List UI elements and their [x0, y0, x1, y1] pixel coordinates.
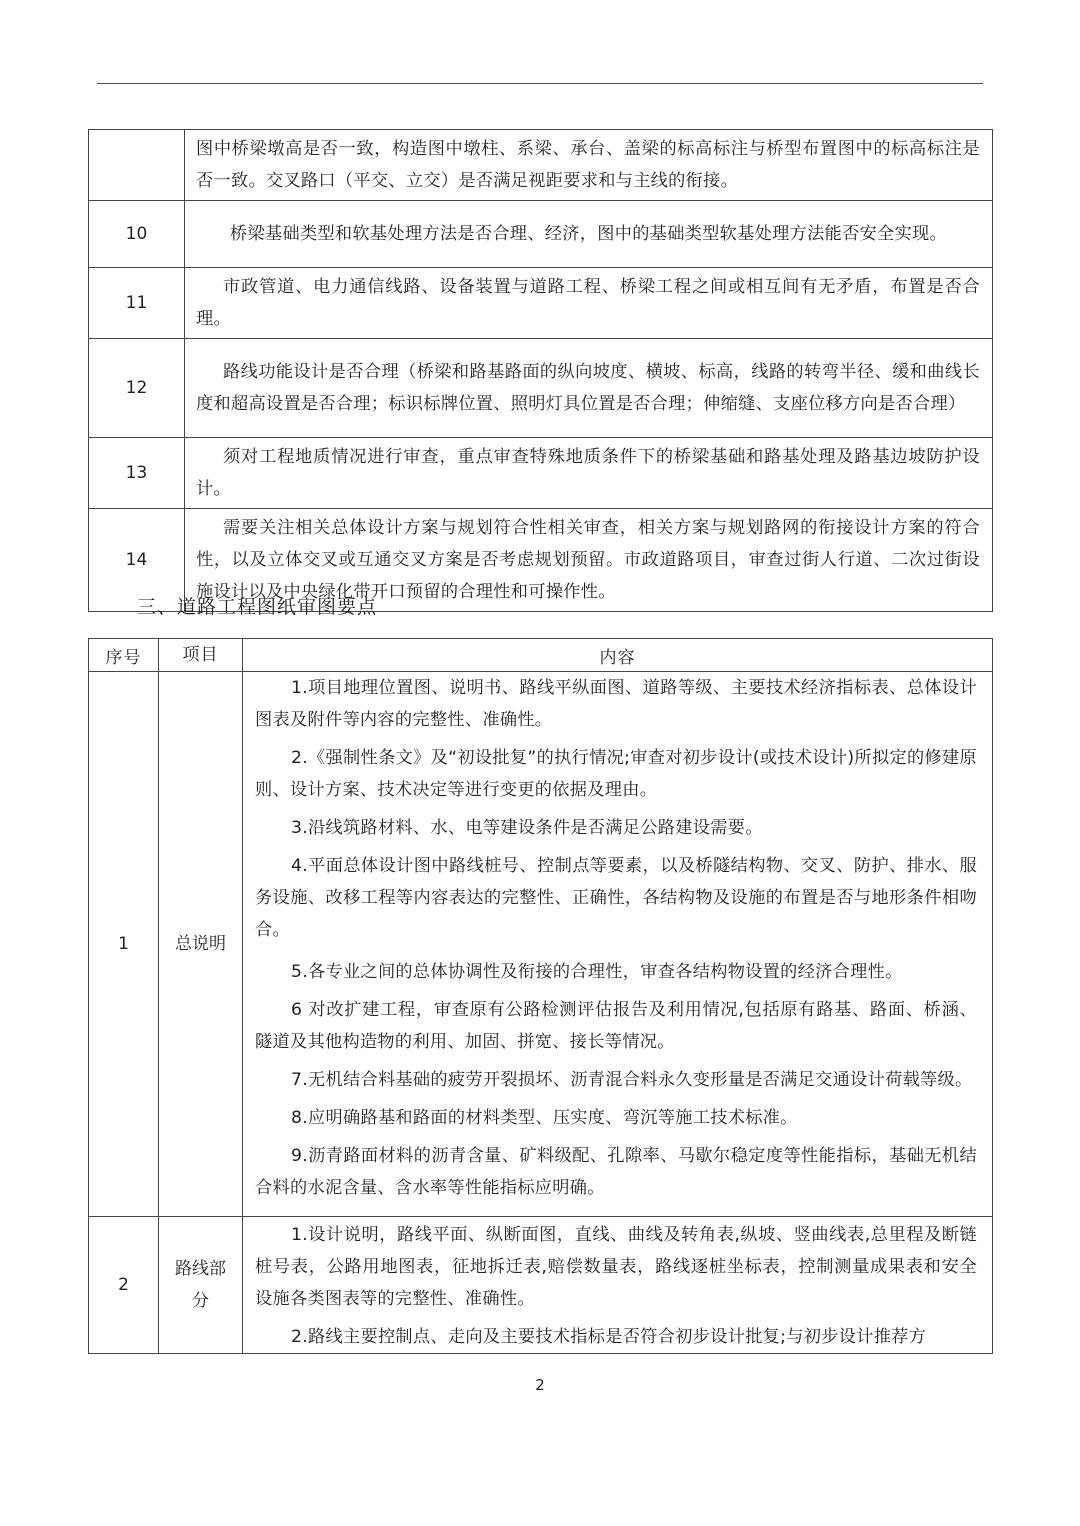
content-paragraph: 6 对改扩建工程，审查原有公路检测评估报告及利用情况,包括原有路基、路面、桥涵、隧道及其他构造物的利用、加固、拼宽、接长等情况。 — [255, 1000, 977, 1052]
row-content: 桥梁基础类型和软基处理方法是否合理、经济，图中的基础类型软基处理方法能否安全实现。 — [185, 201, 993, 268]
content-paragraph: 1.设计说明，路线平面、纵断面图，直线、曲线及转角表,纵坡、竖曲线表,总里程及断链桩号表，公路用地图表，征地拆迁表,赔偿数量表，路线逐桩坐标表，控制测量成果表和安全设施各类图表等的完整性、准确性。 — [255, 1225, 977, 1309]
table-row — [89, 438, 993, 509]
row-content — [243, 672, 993, 1217]
row-number: 12 — [89, 339, 185, 438]
table-row — [89, 339, 993, 438]
content-paragraph: 2.路线主要控制点、走向及主要技术指标是否符合初步设计批复;与初步设计推荐方 — [291, 1327, 927, 1347]
table-row — [89, 201, 993, 268]
road-review-table — [88, 638, 993, 1354]
table-row — [89, 1217, 993, 1354]
content-paragraph: 3.沿线筑路材料、水、电等建设条件是否满足公路建设需要。 — [291, 818, 763, 838]
row-content — [243, 1217, 993, 1354]
review-table-continued — [88, 129, 993, 612]
header-no: 序号 — [89, 639, 159, 672]
row-number: 13 — [89, 438, 185, 509]
content-paragraph: 8.应明确路基和路面的材料类型、压实度、弯沉等施工技术标准。 — [291, 1108, 798, 1128]
content-paragraph: 7.无机结合料基础的疲劳开裂损坏、沥青混合料永久变形量是否满足交通设计荷载等级。 — [291, 1070, 973, 1090]
row-number: 1 — [89, 672, 159, 1217]
row-number: 10 — [89, 201, 185, 268]
table-row — [89, 130, 993, 201]
row-item: 总说明 — [159, 672, 243, 1217]
header-rule — [97, 83, 983, 84]
table-row — [89, 268, 993, 339]
header-content: 内容 — [243, 639, 993, 672]
row-item: 路线部分 — [159, 1217, 243, 1354]
content-paragraph: 4.平面总体设计图中路线桩号、控制点等要素，以及桥隧结构物、交叉、防护、排水、服务设施、改移工程等内容表达的完整性、正确性，各结构物及设施的布置是否与地形条件相吻合。 — [255, 856, 977, 940]
section-heading: 三、道路工程图纸审图要点 — [137, 596, 378, 618]
header-item: 项目 — [159, 639, 243, 672]
content-paragraph: 5.各专业之间的总体协调性及衔接的合理性，审查各结构物设置的经济合理性。 — [291, 962, 903, 982]
row-content: 路线功能设计是否合理（桥梁和路基路面的纵向坡度、横坡、标高，线路的转弯半径、缓和曲线长度和超高设置是否合理；标识标牌位置、照明灯具位置是否合理；伸缩缝、支座位移方向是否合理） — [185, 339, 993, 438]
content-paragraph: 9.沥青路面材料的沥青含量、矿料级配、孔隙率、马歇尔稳定度等性能指标，基础无机结合料的水泥含量、含水率等性能指标应明确。 — [255, 1146, 977, 1198]
row-content: 须对工程地质情况进行审查，重点审查特殊地质条件下的桥梁基础和路基处理及路基边坡防护设计。 — [185, 438, 993, 509]
row-content: 市政管道、电力通信线路、设备装置与道路工程、桥梁工程之间或相互间有无矛盾，布置是否合理。 — [185, 268, 993, 339]
table-row — [89, 672, 993, 1217]
table-header-row — [89, 639, 993, 672]
row-content: 需要关注相关总体设计方案与规划符合性相关审查，相关方案与规划路网的衔接设计方案的符合性，以及立体交叉或互通交叉方案是否考虑规划预留。市政道路项目，审查过街人行道、二次过街设施设计以及中央绿化带开口预留的合理性和可操作性。 — [185, 509, 993, 612]
row-number — [89, 130, 185, 201]
row-number: 14 — [89, 509, 185, 612]
row-number: 11 — [89, 268, 185, 339]
row-content: 图中桥梁墩高是否一致，构造图中墩柱、系梁、承台、盖梁的标高标注与桥型布置图中的标高标注是否一致。交叉路口（平交、立交）是否满足视距要求和与主线的衔接。 — [185, 130, 993, 201]
page-number: 2 — [535, 1376, 545, 1394]
row-number: 2 — [89, 1217, 159, 1354]
content-paragraph: 1.项目地理位置图、说明书、路线平纵面图、道路等级、主要技术经济指标表、总体设计图表及附件等内容的完整性、准确性。 — [255, 678, 977, 730]
content-paragraph: 2.《强制性条文》及“初设批复”的执行情况;审查对初步设计(或技术设计)所拟定的修建原则、设计方案、技术决定等进行变更的依据及理由。 — [255, 748, 977, 800]
